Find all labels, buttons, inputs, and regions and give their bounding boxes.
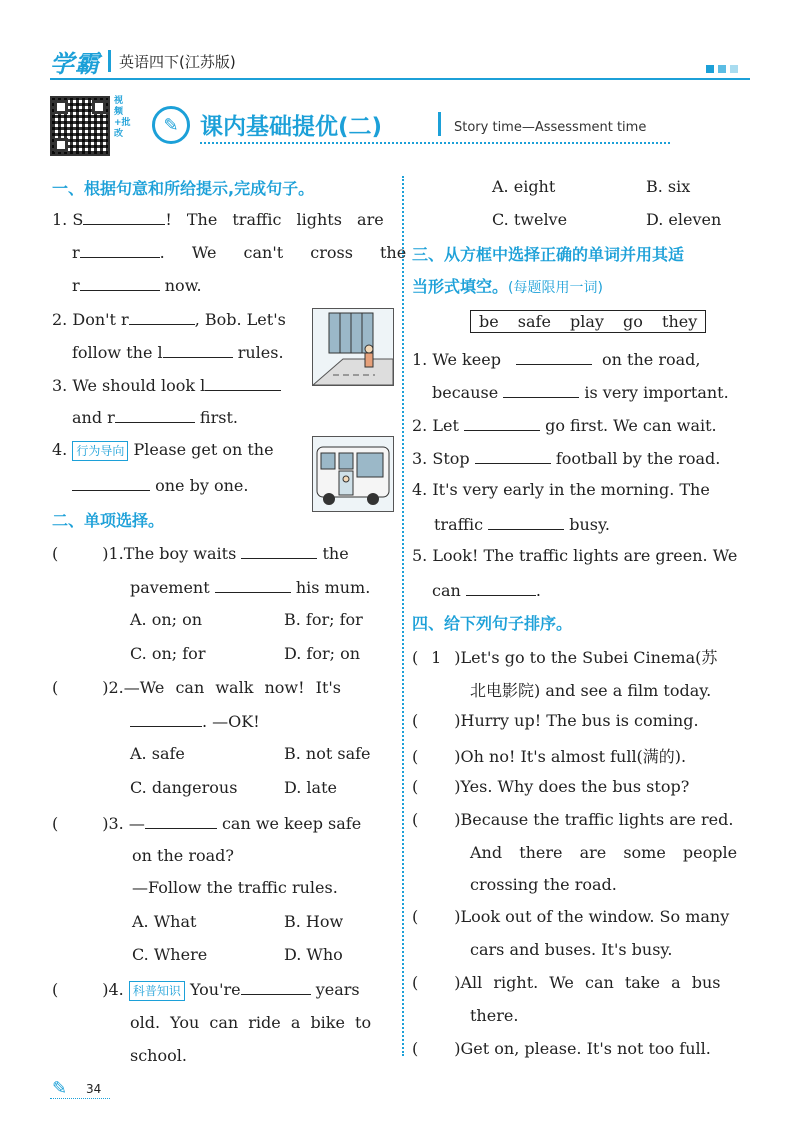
order-item-cont: crossing the road. xyxy=(470,875,617,894)
qr-label: 视频+批改 xyxy=(114,96,131,139)
option[interactable]: B. not safe xyxy=(284,744,371,763)
order-item: ( )Get on, please. It's not too full. xyxy=(412,1039,711,1058)
answer-blank[interactable] xyxy=(516,348,592,365)
order-item: ( )Look out of the window. So many xyxy=(412,907,730,926)
order-item-cont: 北电影院) and see a film today. xyxy=(470,681,712,700)
answer-blank[interactable] xyxy=(464,414,540,431)
option[interactable]: B. six xyxy=(646,177,691,196)
section-heading: 三、从方框中选择正确的单词并用其适 xyxy=(412,245,685,264)
order-item: ( )Oh no! It's almost full(满的). xyxy=(412,747,687,766)
option[interactable]: B. How xyxy=(284,912,344,931)
answer-blank[interactable] xyxy=(466,579,536,596)
option[interactable]: C. Where xyxy=(132,945,208,964)
option[interactable]: D. Who xyxy=(284,945,343,964)
brand-logo: 学霸 xyxy=(50,49,100,78)
s2-q3-line3: —Follow the traffic rules. xyxy=(132,878,338,897)
brand-divider xyxy=(108,50,111,72)
pencil-icon: ✎ xyxy=(52,1078,68,1099)
answer-blank[interactable] xyxy=(129,308,195,325)
section-heading: 四、给下列句子排序。 xyxy=(412,614,573,633)
s2-q4-line1: ( )4. 科普知识 You're years xyxy=(52,980,360,999)
answer-blank[interactable] xyxy=(80,241,160,258)
answer-blank[interactable] xyxy=(215,576,291,593)
option[interactable]: C. on; for xyxy=(130,644,206,663)
header-square xyxy=(718,65,726,73)
answer-blank[interactable] xyxy=(130,710,202,727)
s1-q4-line2: one by one. xyxy=(72,474,248,495)
order-item: ( )Because the traffic lights are red. xyxy=(412,810,734,829)
s3-q5-line1: 5. Look! The traffic lights are green. We xyxy=(412,546,738,565)
s2-q3-line1: ( )3. — can we keep safe xyxy=(52,814,362,833)
s1-q1-line2: r . We can't cross the xyxy=(72,243,407,262)
street-crossing-image xyxy=(312,308,394,386)
header-square xyxy=(730,65,738,73)
s2-q2-line1: ( )2.—We can walk now! It's xyxy=(52,678,341,697)
s2-q4-line3: school. xyxy=(130,1046,187,1065)
s1-q1-line3: r now. xyxy=(72,276,202,295)
order-item: ( )All right. We can take a bus xyxy=(412,973,721,992)
s3-q1-line2: because is very important. xyxy=(432,383,729,402)
option[interactable]: A. What xyxy=(132,912,197,931)
option[interactable]: B. for; for xyxy=(284,610,363,629)
section-heading: 一、根据句意和所给提示,完成句子。 xyxy=(52,179,315,198)
limit-note: (每题限用一词) xyxy=(508,280,603,296)
answer-blank[interactable] xyxy=(503,381,579,398)
s1-q4-line1: 4. 行为导向 Please get on the xyxy=(52,440,274,459)
answer-blank[interactable] xyxy=(163,341,233,358)
header-rule xyxy=(50,78,750,80)
option[interactable]: D. for; on xyxy=(284,644,361,663)
s2-q4-line2: old. You can ride a bike to xyxy=(130,1013,372,1032)
s3-q3: 3. Stop football by the road. xyxy=(412,449,721,468)
word-bank: be safe play go they xyxy=(470,310,706,333)
option[interactable]: A. safe xyxy=(130,744,185,763)
option[interactable]: D. late xyxy=(284,778,337,797)
answer-blank[interactable] xyxy=(475,447,551,464)
section-heading: 二、单项选择。 xyxy=(52,511,165,530)
s3-q1-line1: 1. We keep on the road, xyxy=(412,350,701,369)
footer-rule xyxy=(50,1098,110,1099)
title-underline xyxy=(200,142,670,144)
answer-blank[interactable] xyxy=(241,978,311,995)
title-divider xyxy=(438,112,441,136)
answer-blank[interactable] xyxy=(488,513,564,530)
s3-q2: 2. Let go first. We can wait. xyxy=(412,416,717,435)
answer-blank[interactable] xyxy=(72,474,150,491)
option[interactable]: C. dangerous xyxy=(130,778,238,797)
order-answer[interactable]: 1 xyxy=(431,648,442,667)
s3-q4-line1: 4. It's very early in the morning. The xyxy=(412,480,710,499)
s1-q3-line1: 3. We should look l xyxy=(52,374,281,395)
bus-image xyxy=(312,436,394,512)
order-item-cont: And there are some people xyxy=(470,843,738,862)
s1-q1-line1: 1. S ! The traffic lights are xyxy=(52,210,384,229)
answer-blank[interactable] xyxy=(145,812,217,829)
section-heading-line2: 当形式填空。(每题限用一词) xyxy=(412,277,603,296)
order-item: ( )Yes. Why does the bus stop? xyxy=(412,777,690,796)
answer-blank[interactable] xyxy=(83,208,165,225)
brand xyxy=(50,44,236,78)
option[interactable]: A. eight xyxy=(492,177,556,196)
option[interactable]: C. twelve xyxy=(492,210,568,229)
answer-blank[interactable] xyxy=(241,542,317,559)
science-tag: 科普知识 xyxy=(129,981,185,1001)
book-title: 英语四下(江苏版) xyxy=(119,52,236,71)
order-item: ( 1 )Let's go to the Subei Cinema(苏 xyxy=(412,648,718,667)
page-number: 34 xyxy=(86,1082,102,1096)
s1-q2-line1: 2. Don't r , Bob. Let's xyxy=(52,310,286,329)
qr-code[interactable] xyxy=(50,96,110,156)
option[interactable]: A. on; on xyxy=(130,610,203,629)
order-item: ( )Hurry up! The bus is coming. xyxy=(412,711,699,730)
option[interactable]: D. eleven xyxy=(646,210,722,229)
order-item-cont: there. xyxy=(470,1006,519,1025)
s1-q2-line2: follow the l rules. xyxy=(72,343,284,362)
s2-q1-line1: ( )1.The boy waits the xyxy=(52,544,349,563)
behavior-tag: 行为导向 xyxy=(72,441,128,461)
column-separator xyxy=(402,176,404,1056)
s2-q3-line2: on the road? xyxy=(132,846,234,865)
s3-q5-line2: can . xyxy=(432,581,541,600)
pencil-note-icon: ✎ xyxy=(152,106,190,144)
answer-blank[interactable] xyxy=(205,374,281,391)
s2-q1-line2: pavement his mum. xyxy=(130,578,371,597)
page-subtitle: Story time—Assessment time xyxy=(454,120,647,135)
s2-q2-line2: . —OK! xyxy=(130,710,260,731)
order-item-cont: cars and buses. It's busy. xyxy=(470,940,673,959)
page-title: 课内基础提优(二) xyxy=(200,114,383,140)
s3-q4-line2: traffic busy. xyxy=(434,515,611,534)
header-square xyxy=(706,65,714,73)
answer-blank[interactable] xyxy=(115,406,195,423)
answer-blank[interactable] xyxy=(80,274,160,291)
s1-q3-line2: and r first. xyxy=(72,408,238,427)
